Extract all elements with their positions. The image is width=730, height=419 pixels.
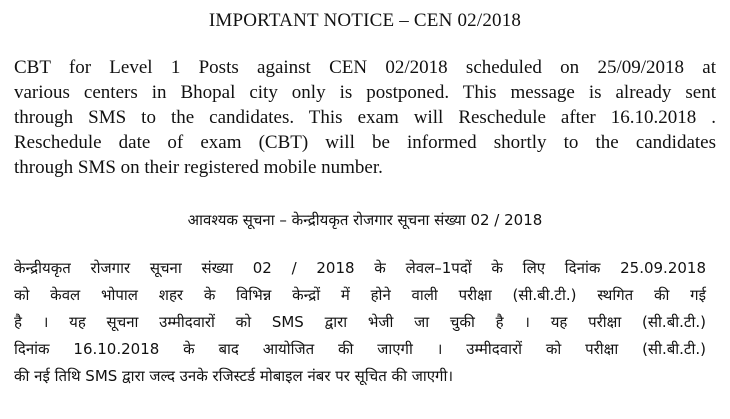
english-notice-line: CBT for Level 1 Posts against CEN 02/2018 scheduled on 25/09/2018 at [14,57,716,78]
hindi-notice-line: की नई तिथि SMS द्वारा जल्द उनके रजिस्टर्ड मोबाइल नंबर पर सूचित की जाएगी। [14,367,454,385]
english-notice-line: through SMS to the candidates. This exam will Reschedule after 16.10.2018 . [14,107,716,128]
hindi-notice-body [14,255,706,390]
hindi-notice-line: को केवल भोपाल शहर के विभिन्न केन्द्रों में होने वाली परीक्षा (सी.बी.टी.) स्थगित की गई [14,286,706,304]
english-notice-line: through SMS on their registered mobile number. [14,157,383,178]
english-notice-line: various centers in Bhopal city only is postponed. This message is already sent [14,82,716,103]
hindi-notice-line: केन्द्रीयकृत रोजगार सूचना संख्या 02 / 2018 के लेवल–1पदों के लिए दिनांक 25.09.2018 [14,259,706,277]
hindi-notice-line: है । यह सूचना उम्मीदवारों को SMS द्वारा भेजी जा चुकी है । यह परीक्षा (सी.बी.टी.) [14,313,706,331]
english-notice-line: Reschedule date of exam (CBT) will be informed shortly to the candidates [14,132,716,153]
english-notice-body [14,55,716,180]
hindi-notice-line: दिनांक 16.10.2018 के बाद आयोजित की जाएगी । उम्मीदवारों को परीक्षा (सी.बी.टी.) [14,340,706,358]
english-notice-title: IMPORTANT NOTICE – CEN 02/2018 [208,10,522,31]
hindi-notice-title: आवश्यक सूचना – केन्द्रीयकृत रोजगार सूचना संख्या 02 / 2018 [187,211,543,229]
